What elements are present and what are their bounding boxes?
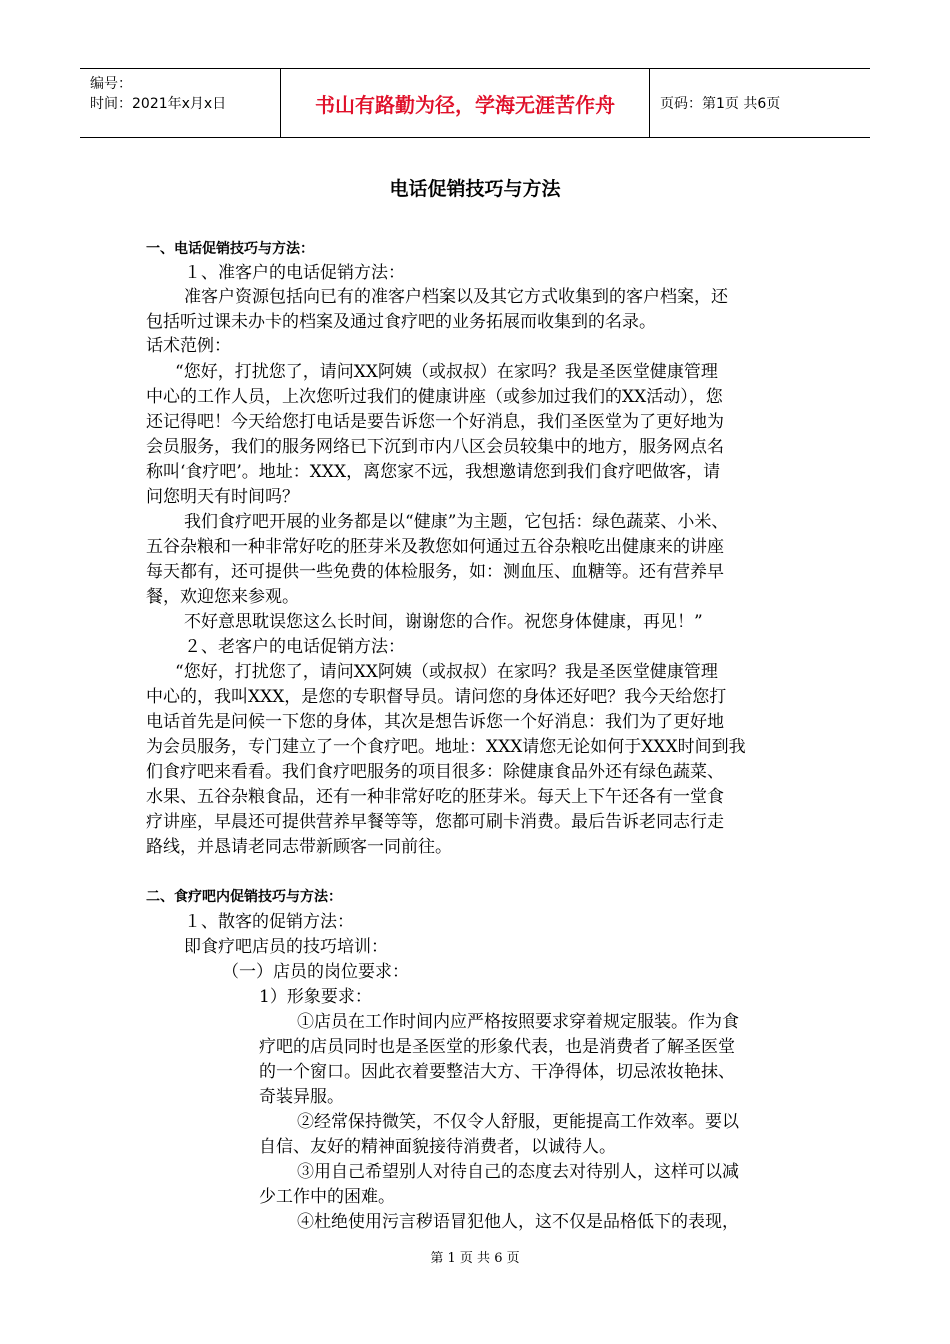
paragraph-line: 包括听过课未办卡的档案及通过食疗吧的业务拓展而收集到的名录。 [146, 312, 656, 332]
paragraph-line: 疗讲座，早晨还可提供营养早餐等等，您都可刷卡消费。最后告诉老同志行走 [146, 812, 724, 832]
paragraph-line: 会员服务，我们的服务网络已下沉到市内八区会员较集中的地方，服务网点名 [146, 437, 724, 457]
header-page-number: 页码：第1页 共6页 [660, 96, 781, 112]
paragraph-line: 自信、友好的精神面貌接待消费者，以诚待人。 [259, 1137, 616, 1157]
paragraph-line: 们食疗吧来看看。我们食疗吧服务的项目很多：除健康食品外还有绿色蔬菜、 [146, 762, 724, 782]
header-meta-cell [80, 69, 281, 137]
paragraph-line: 电话首先是问候一下您的身体，其次是想告诉您一个好消息：我们为了更好地 [146, 712, 724, 732]
subsection-heading: １、准客户的电话促销方法： [184, 263, 405, 283]
paragraph-line: 我们食疗吧开展的业务都是以“健康”为主题，它包括：绿色蔬菜、小米、 [184, 512, 729, 532]
paragraph-line: “您好，打扰您了，请问XX阿姨（或叔叔）在家吗？我是圣医堂健康管理 [175, 662, 718, 682]
paragraph-line: 的一个窗口。因此衣着要整洁大方、干净得体，切忌浓妆艳抹、 [259, 1062, 735, 1082]
paragraph-line: ①店员在工作时间内应严格按照要求穿着规定服装。作为食 [297, 1012, 739, 1032]
paragraph-line: 奇装异服。 [259, 1087, 344, 1107]
paragraph-line: 不好意思耽误您这么长时间，谢谢您的合作。祝您身体健康，再见！” [184, 612, 703, 632]
paragraph-line: 疗吧的店员同时也是圣医堂的形象代表，也是消费者了解圣医堂 [259, 1037, 735, 1057]
paragraph-line: 话术范例： [146, 336, 231, 356]
subsection-heading: 1）形象要求： [259, 987, 372, 1007]
paragraph-line: ③用自己希望别人对待自己的态度去对待别人，这样可以减 [297, 1162, 739, 1182]
paragraph-line: 准客户资源包括向已有的准客户档案以及其它方式收集到的客户档案，还 [184, 287, 728, 307]
paragraph-line: “您好，打扰您了，请问XX阿姨（或叔叔）在家吗？我是圣医堂健康管理 [175, 362, 718, 382]
subsection-heading: １、散客的促销方法： [184, 912, 354, 932]
paragraph-line: 少工作中的困难。 [259, 1187, 395, 1207]
number-label: 编号： [90, 76, 132, 92]
page-footer: 第 1 页 共 6 页 [430, 1251, 520, 1266]
paragraph-line: 每天都有，还可提供一些免费的体检服务，如：测血压、血糖等。还有营养早 [146, 562, 724, 582]
section-heading: 一、电话促销技巧与方法： [146, 241, 314, 257]
paragraph-line: ②经常保持微笑，不仅令人舒服，更能提高工作效率。要以 [297, 1112, 739, 1132]
paragraph-line: 即食疗吧店员的技巧培训： [184, 937, 388, 957]
date-label: 时间：2021年x月x日 [90, 96, 227, 112]
paragraph-line: 中心的工作人员，上次您听过我们的健康讲座（或参加过我们的XX活动），您 [146, 387, 723, 407]
paragraph-line: 为会员服务，专门建立了一个食疗吧。地址：XXX请您无论如何于XXX时间到我 [146, 737, 746, 757]
subsection-heading: ２、老客户的电话促销方法： [184, 637, 405, 657]
header-motto: 书山有路勤为径，学海无涯苦作舟 [281, 69, 650, 137]
paragraph-line: 还记得吧！今天给您打电话是要告诉您一个好消息，我们圣医堂为了更好地为 [146, 412, 724, 432]
paragraph-line: 称叫‘食疗吧’。地址：XXX，离您家不远，我想邀请您到我们食疗吧做客，请 [146, 462, 721, 482]
paragraph-line: 路线，并恳请老同志带新顾客一同前往。 [146, 837, 452, 857]
paragraph-line: ④杜绝使用污言秽语冒犯他人，这不仅是品格低下的表现， [297, 1212, 739, 1232]
paragraph-line: 餐，欢迎您来参观。 [146, 587, 299, 607]
section-heading: 二、食疗吧内促销技巧与方法： [146, 889, 342, 905]
subsection-heading: （一）店员的岗位要求： [222, 962, 409, 982]
paragraph-line: 中心的，我叫XXX，是您的专职督导员。请问您的身体还好吧？我今天给您打 [146, 687, 727, 707]
paragraph-line: 问您明天有时间吗？ [146, 487, 299, 507]
document-title: 电话促销技巧与方法 [389, 178, 561, 200]
document-header [80, 68, 870, 138]
paragraph-line: 水果、五谷杂粮食品，还有一种非常好吃的胚芽米。每天上下午还各有一堂食 [146, 787, 724, 807]
paragraph-line: 五谷杂粮和一种非常好吃的胚芽米及教您如何通过五谷杂粮吃出健康来的讲座 [146, 537, 724, 557]
